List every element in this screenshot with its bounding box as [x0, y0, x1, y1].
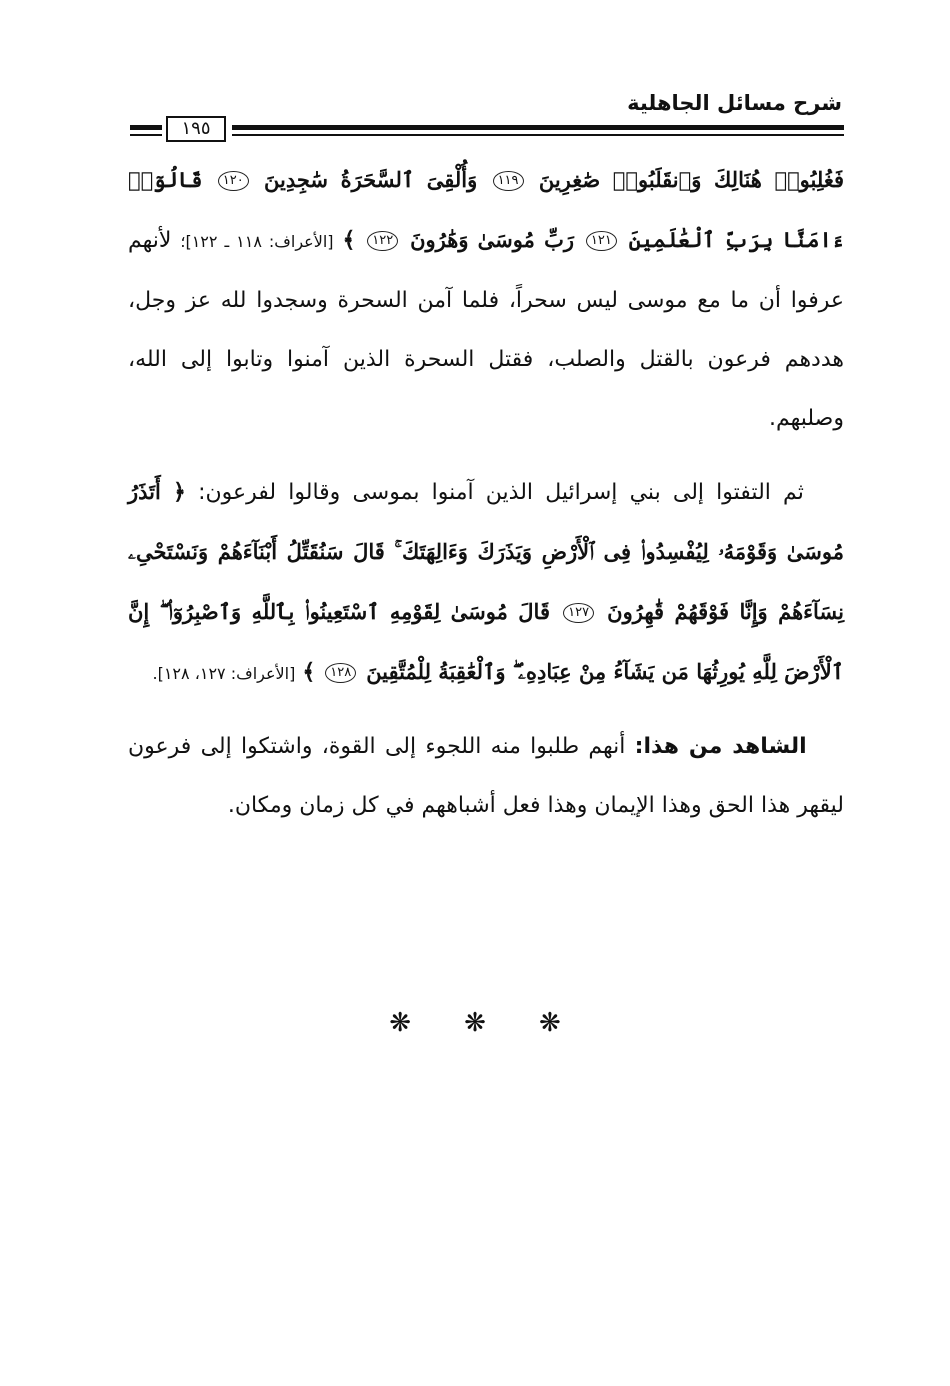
quran-open-bracket: ﴿ [173, 479, 186, 505]
header-rule [232, 124, 844, 138]
left-rule-thick [130, 125, 162, 130]
quran-verse-122: رَبِّ مُوسَىٰ وَهَٰرُونَ [410, 227, 574, 252]
running-title: شرح مسائل الجاهلية [627, 91, 842, 115]
citation: [الأعراف: ١١٨ ـ ١٢٢]؛ [180, 232, 334, 251]
quran-verse-128: قَالَ مُوسَىٰ لِقَوْمِهِ ٱسْتَعِينُوا۟ بِٱللَّهِ وَٱصْبِرُوٓا۟ ۖ إِنَّ ٱلْأَرْضَ لِلَّهِ يُورِثُهَا مَن يَشَآءُ مِنْ عِبَادِهِۦ ۖ وَٱلْعَٰقِبَةُ لِلْمُتَّقِينَ [128, 599, 844, 684]
ayah-number-marker: ١٢٢ [367, 231, 398, 251]
quran-verse-120: وَأُلْقِىَ ٱلسَّحَرَةُ سَٰجِدِينَ [263, 167, 478, 192]
separator-star-icon: ❋ [538, 1008, 561, 1038]
paragraph-text: لأنهم عرفوا أن ما مع موسى ليس سحراً، فلما آمن السحرة وسجدوا لله عز وجل، هددهم فرعون بالقتل والصلب، فقتل السحرة الذين آمنوا وتابوا إلى الله، وصلبهم. [128, 228, 844, 431]
header-rule-thin [232, 134, 844, 136]
ayah-number-marker: ١٢٠ [218, 171, 249, 191]
quran-verse-121: قَالُوٓا۟ ءَامَنَّا بِرَبِّ ٱلْعَٰلَمِينَ [128, 167, 845, 252]
paragraph-2 [128, 462, 844, 703]
paragraph-1 [128, 150, 844, 448]
quran-verse-119: فَغُلِبُوا۟ هُنَالِكَ وَٱنقَلَبُوا۟ صَٰغِرِينَ [538, 167, 844, 192]
paragraph-3 [128, 717, 844, 835]
paragraph-lead: الشاهد من هذا: [634, 734, 807, 759]
quran-close-bracket: ﴾ [302, 659, 316, 685]
header-rule-thick [232, 125, 844, 130]
citation: [الأعراف: ١٢٧، ١٢٨]. [152, 664, 296, 683]
quran-close-bracket: ﴾ [342, 227, 356, 253]
page-number-left-rule [130, 124, 162, 138]
ayah-number-marker: ١٢١ [586, 231, 617, 251]
section-separator [0, 1008, 950, 1038]
body-text [128, 150, 844, 835]
quran-verse-127: أَتَذَرُ مُوسَىٰ وَقَوْمَهُۥ لِيُفْسِدُوا۟ فِى ٱلْأَرْضِ وَيَذَرَكَ وَءَالِهَتَكَ ۚ قَالَ سَنُقَتِّلُ أَبْنَآءَهُمْ وَنَسْتَحْىِۦ نِسَآءَهُمْ وَإِنَّا فَوْقَهُمْ قَٰهِرُونَ [128, 479, 844, 624]
left-rule-thin [130, 134, 162, 136]
separator-star-icon: ❋ [389, 1008, 411, 1038]
paragraph-intro: ثم التفتوا إلى بني إسرائيل الذين آمنوا بموسى وقالوا لفرعون: [198, 480, 804, 505]
page-number: ١٩٥ [166, 116, 226, 142]
ayah-number-marker: ١١٩ [493, 171, 524, 191]
ayah-number-marker: ١٢٨ [325, 663, 356, 683]
ayah-number-marker: ١٢٧ [563, 603, 594, 623]
paragraph-text: أنهم طلبوا منه اللجوء إلى القوة، واشتكوا إلى فرعون ليقهر هذا الحق وهذا الإيمان وهذا فعل أشباههم في كل زمان ومكان. [128, 734, 844, 818]
separator-star-icon: ❋ [464, 1008, 486, 1038]
